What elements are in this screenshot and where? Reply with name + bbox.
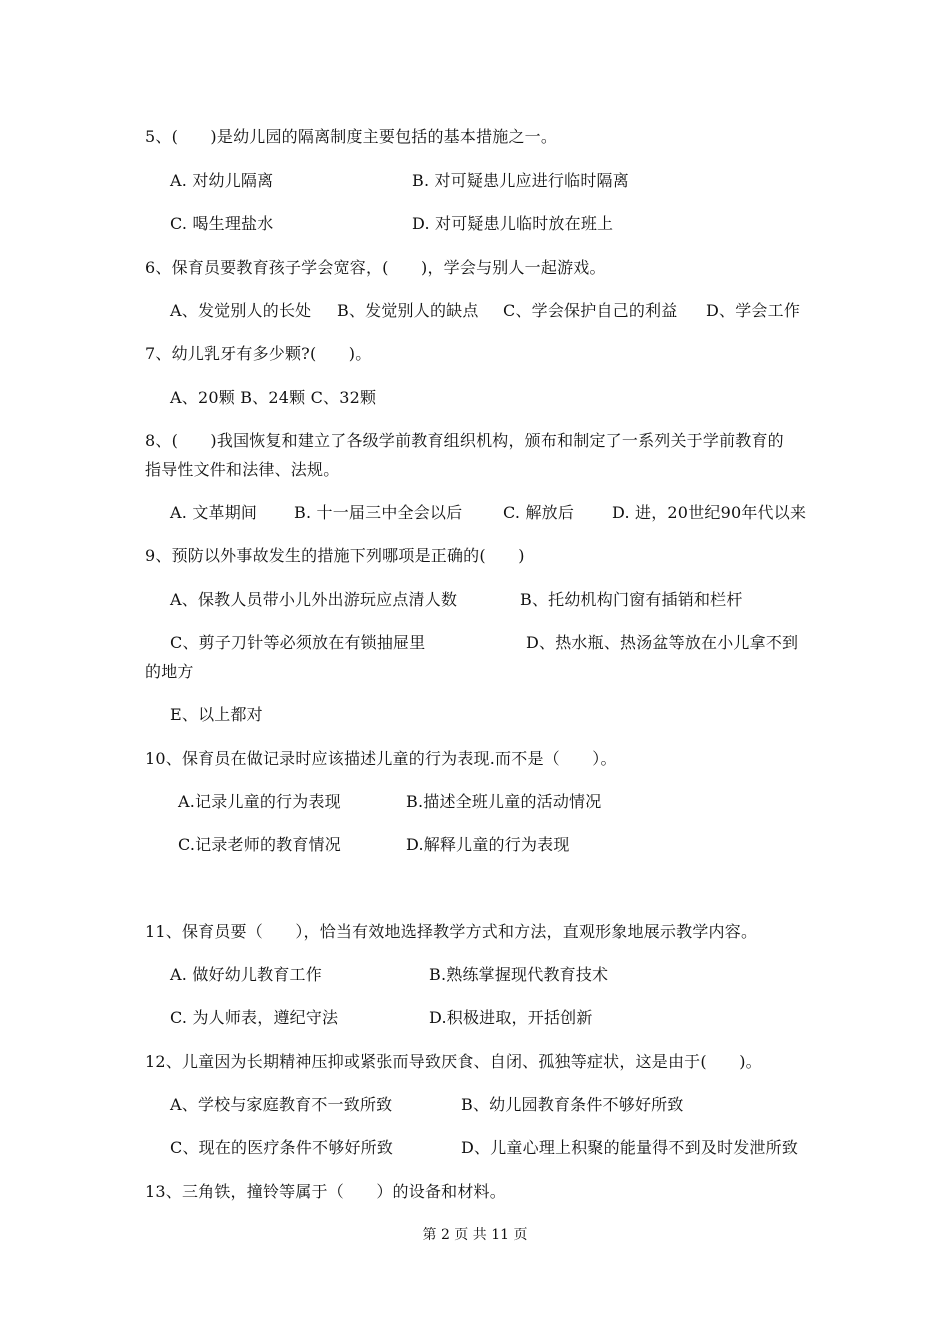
question-5-stem: 5、( )是幼儿园的隔离制度主要包括的基本措施之一。 xyxy=(145,127,558,146)
question-11-option-c: C. 为人师表，遵纪守法 xyxy=(170,1008,339,1027)
question-9-stem: 9、预防以外事故发生的措施下列哪项是正确的( ) xyxy=(145,546,525,565)
question-7-options: A、20颗 B、24颗 C、32颗 xyxy=(170,388,377,407)
question-9-option-e: E、以上都对 xyxy=(170,705,263,724)
question-11-stem: 11、保育员要（ ），恰当有效地选择教学方式和方法，直观形象地展示教学内容。 xyxy=(145,922,758,941)
question-11-option-a: A. 做好幼儿教育工作 xyxy=(170,965,322,984)
question-11-option-b: B.熟练掌握现代教育技术 xyxy=(429,965,609,984)
question-8-option-b: B. 十一届三中全会以后 xyxy=(294,503,463,522)
question-8-option-a: A. 文革期间 xyxy=(170,503,258,522)
question-11-option-d: D.积极进取，开括创新 xyxy=(429,1008,593,1027)
page-number-footer: 第 2 页 共 11 页 xyxy=(422,1227,528,1243)
question-9-option-d-continued: 的地方 xyxy=(145,662,194,681)
question-5-option-c: C. 喝生理盐水 xyxy=(170,214,274,233)
question-10-option-d: D.解释儿童的行为表现 xyxy=(406,835,570,854)
question-12-option-d: D、儿童心理上积聚的能量得不到及时发泄所致 xyxy=(461,1138,799,1157)
question-9-option-c: C、剪子刀针等必须放在有锁抽屉里 xyxy=(170,633,426,652)
question-8-option-d: D. 进，20世纪90年代以来 xyxy=(612,503,807,522)
question-12-stem: 12、儿童因为长期精神压抑或紧张而导致厌食、自闭、孤独等症状，这是由于( )。 xyxy=(145,1052,762,1071)
question-9-option-a: A、保教人员带小儿外出游玩应点清人数 xyxy=(170,590,458,609)
question-6-option-b: B、发觉别人的缺点 xyxy=(337,301,479,320)
question-8-stem-line-2: 指导性文件和法律、法规。 xyxy=(145,460,340,479)
question-12-option-b: B、幼儿园教育条件不够好所致 xyxy=(461,1095,684,1114)
question-13-stem: 13、三角铁，撞铃等属于（ ）的设备和材料。 xyxy=(145,1182,506,1201)
question-6-option-d: D、学会工作 xyxy=(706,301,801,320)
question-9-option-d: D、热水瓶、热汤盆等放在小儿拿不到 xyxy=(526,633,799,652)
question-10-option-b: B.描述全班儿童的活动情况 xyxy=(406,792,602,811)
question-12-option-a: A、学校与家庭教育不一致所致 xyxy=(170,1095,393,1114)
question-6-option-a: A、发觉别人的长处 xyxy=(170,301,312,320)
question-9-option-b: B、托幼机构门窗有插销和栏杆 xyxy=(520,590,743,609)
question-6-stem: 6、保育员要教育孩子学会宽容，( )，学会与别人一起游戏。 xyxy=(145,258,606,277)
question-5-option-b: B. 对可疑患儿应进行临时隔离 xyxy=(412,171,629,190)
question-12-option-c: C、现在的医疗条件不够好所致 xyxy=(170,1138,394,1157)
question-5-option-d: D. 对可疑患儿临时放在班上 xyxy=(412,214,614,233)
question-8-stem-line-1: 8、( )我国恢复和建立了各级学前教育组织机构，颁布和制定了一系列关于学前教育的 xyxy=(145,431,784,450)
question-6-option-c: C、学会保护自己的利益 xyxy=(503,301,678,320)
question-8-option-c: C. 解放后 xyxy=(503,503,575,522)
question-5-option-a: A. 对幼儿隔离 xyxy=(170,171,274,190)
question-10-stem: 10、保育员在做记录时应该描述儿童的行为表现.而不是（ ）。 xyxy=(145,749,617,768)
question-7-stem: 7、幼儿乳牙有多少颗?( )。 xyxy=(145,344,372,363)
question-10-option-a: A.记录儿童的行为表现 xyxy=(178,792,341,811)
question-10-option-c: C.记录老师的教育情况 xyxy=(178,835,341,854)
